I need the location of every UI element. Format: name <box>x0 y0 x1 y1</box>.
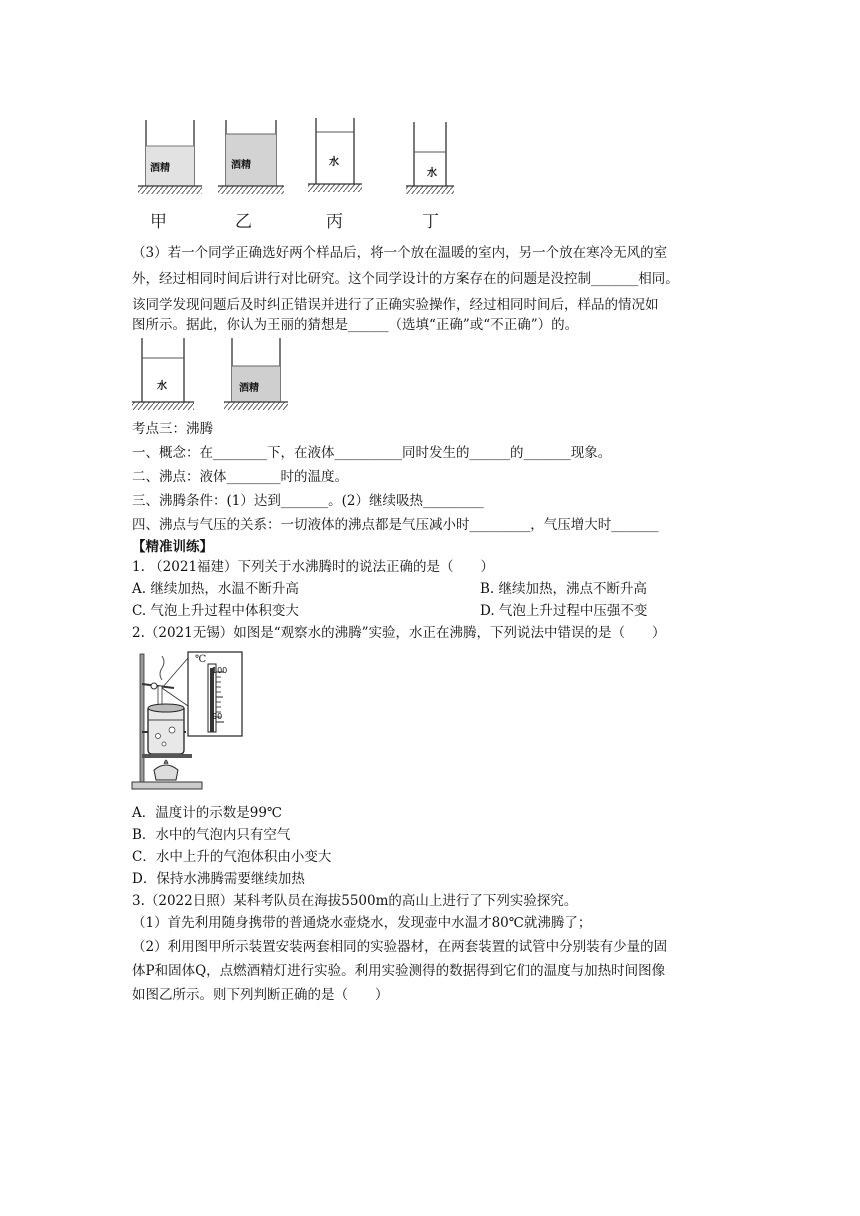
q2-option-b: B．水中的气泡内只有空气 <box>132 827 291 843</box>
thermometer-tick-90: 90 <box>212 712 223 721</box>
boiling-apparatus-figure <box>128 646 248 798</box>
beaker-ding <box>406 122 454 194</box>
q3b-part-2-line-2: 体P和固体Q，点燃酒精灯进行实验。利用实验测得的数据得到它们的温度与加热时间图像 <box>132 963 666 979</box>
caption-yi: 乙 <box>235 212 252 232</box>
beaker-figure-1 <box>130 112 470 198</box>
beaker-figure-2 <box>128 332 308 414</box>
q3-line-4: 图所示。据此，你认为王丽的猜想是______（选填“正确”或“不正确”）的。 <box>132 317 579 333</box>
beaker-bing-label: 水 <box>329 157 339 168</box>
thermometer-tick-100: 100 <box>212 666 228 675</box>
q1-option-b: B. 继续加热，沸点不断升高 <box>480 581 648 597</box>
training-heading: 【精准训练】 <box>132 539 213 555</box>
q2-stem: 2.（2021无锡）如图是“观察水的沸腾”实验，水正在沸腾，下列说法中错误的是（ ） <box>132 625 666 641</box>
q3b-part-2-line-3: 如图乙所示。则下列判断正确的是（ ） <box>132 987 389 1003</box>
caption-bing: 丙 <box>326 212 343 232</box>
beaker-yi-label: 酒精 <box>231 160 251 171</box>
kp3-item-2: 二、沸点：液体________时的温度。 <box>132 469 348 485</box>
kp3-title: 考点三：沸腾 <box>132 421 213 437</box>
q3b-part-2-line-1: （2）利用图甲所示装置安装两套相同的实验器材，在两套装置的试管中分别装有少量的固 <box>132 939 668 955</box>
beaker-jia-label: 酒精 <box>150 163 170 174</box>
q3b-part-1: （1）首先利用随身携带的普通烧水壶烧水，发现壶中水温才80℃就沸腾了； <box>132 915 592 931</box>
kp3-item-1: 一、概念：在________下，在液体__________同时发生的______的_______现象。 <box>132 445 612 461</box>
q3b-stem: 3.（2022日照）某科考队员在海拔5500m的高山上进行了下列实验探究。 <box>132 893 578 909</box>
caption-ding: 丁 <box>422 212 439 232</box>
q1-option-a: A. 继续加热，水温不断升高 <box>132 581 299 597</box>
q3-line-1: （3）若一个同学正确选好两个样品后，将一个放在温暖的室内，另一个放在寒冷无风的室 <box>132 245 668 261</box>
q1-option-d: D. 气泡上升过程中压强不变 <box>480 603 648 619</box>
beaker-jia <box>138 120 202 194</box>
q1-option-c: C. 气泡上升过程中体积变大 <box>132 603 299 619</box>
q1-stem: 1. （2021福建）下列关于水沸腾时的说法正确的是（ ） <box>132 559 495 575</box>
beaker-water <box>132 338 194 410</box>
q2-option-a: A．温度计的示数是99℃ <box>132 805 283 821</box>
q3-line-3: 该同学发现问题后及时纠正错误并进行了正确实验操作，经过相同时间后，样品的情况如 <box>132 297 659 313</box>
caption-jia: 甲 <box>150 212 167 232</box>
q3-line-2: 外，经过相同时间后讲行对比研究。这个同学设计的方案存在的问题是没控制_______相同。 <box>132 271 679 287</box>
kp3-item-4: 四、沸点与气压的关系：一切液体的沸点都是气压减小时_________，气压增大时_______ <box>132 517 659 533</box>
kp3-item-3: 三、沸腾条件：(1）达到_______。(2）继续吸热_________ <box>132 493 484 509</box>
beaker-alcohol-label: 酒精 <box>239 383 259 394</box>
beaker-alcohol <box>224 338 288 410</box>
q2-option-c: C．水中上升的气泡体积由小变大 <box>132 849 332 865</box>
thermometer-unit: ℃ <box>195 654 207 665</box>
beaker-yi <box>218 120 284 194</box>
beaker-ding-label: 水 <box>427 168 437 179</box>
beaker-water-label: 水 <box>157 381 167 392</box>
q2-option-d: D．保持水沸腾需要继续加热 <box>132 871 305 887</box>
